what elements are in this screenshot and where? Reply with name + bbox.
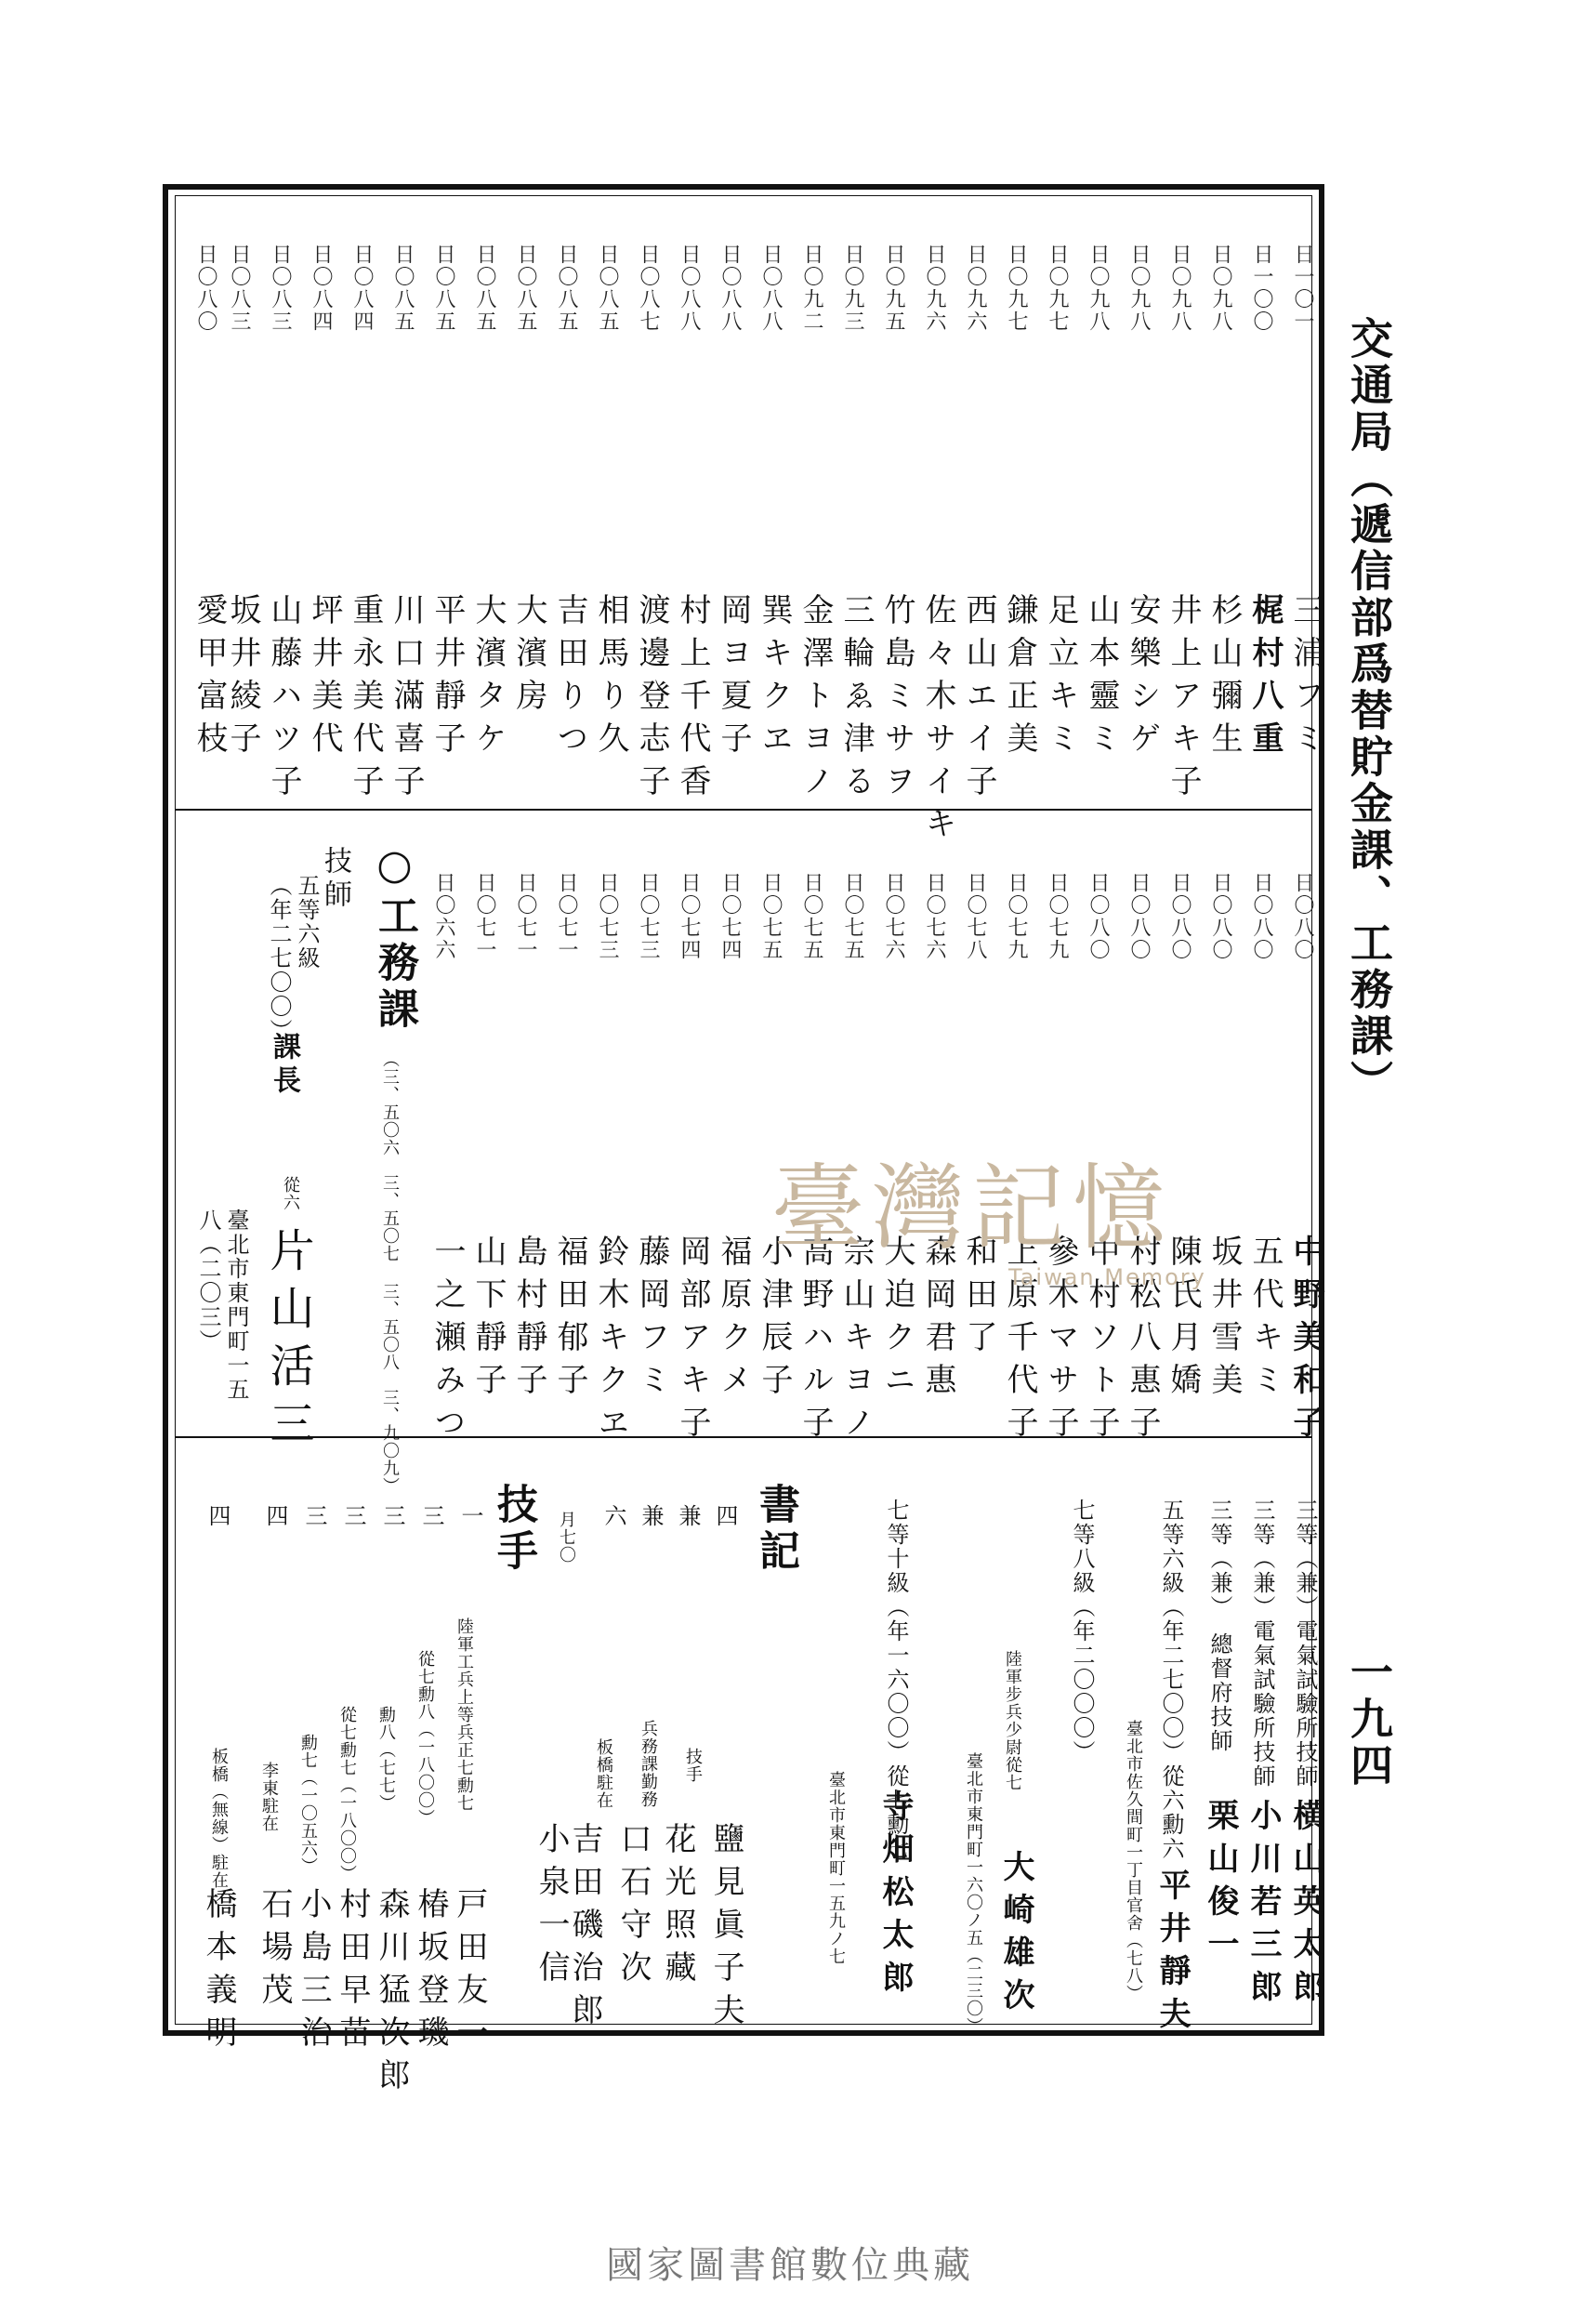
entry-name: 藤岡フミ [633, 1235, 670, 1406]
entry-name: 重永美代子 [347, 593, 384, 807]
entry-code: 日〇七五 [841, 872, 864, 961]
entry-code: 日〇九八 [1127, 244, 1151, 333]
gishu-grade: 三 [418, 1504, 444, 1528]
entry-name: 吉田りつ [551, 593, 588, 764]
entry-code: 日〇七四 [718, 872, 742, 961]
entry-code: 日〇七四 [678, 872, 701, 961]
entry-name: 岡ヨ夏子 [715, 593, 752, 764]
gishu-name: 戸田友一 [451, 1887, 488, 2058]
entry-code: 日〇八〇 [1291, 872, 1314, 961]
entry-code: 日〇八八 [759, 244, 783, 333]
entry-name: 小津辰子 [756, 1235, 793, 1406]
shoki-title: 書記 [752, 1483, 799, 1576]
staff-title: 七等八級（年二〇〇〇） [1069, 1499, 1095, 1764]
entry-code: 日〇七八 [964, 872, 987, 961]
shoki-grade: 兼 [638, 1504, 664, 1528]
entry-name: 一之瀬みつ [428, 1235, 466, 1448]
staff-sub-title: 陸軍步兵少尉從七 [1003, 1650, 1022, 1791]
gishu-name: 橋本義明 [200, 1887, 237, 2058]
shoki-note: 技手 [683, 1748, 703, 1783]
entry-code: 日〇八四 [309, 244, 333, 333]
entry-name: 金澤トヨノ [797, 593, 834, 807]
watermark-sub: Taiwan Memory [1008, 1264, 1206, 1290]
shoki-name: 鹽見眞子夫 [707, 1822, 744, 2036]
entry-code: 日〇七九 [1046, 872, 1069, 961]
entry-name: 中村ソト子 [1083, 1235, 1120, 1448]
shoki-name: 小泉一信 [533, 1822, 570, 1993]
gishu-grade: 一 [457, 1504, 483, 1528]
entry-name: 愛甲富枝 [191, 593, 228, 764]
gishu-note: 勳七（一〇五六） [298, 1734, 318, 1875]
staff-note: 臺北市東門町一五九ノ七 [826, 1771, 846, 1965]
entry-code: 日〇八三 [269, 244, 292, 333]
entry-name: 森岡君惠 [919, 1235, 956, 1406]
staff-name: 小川若三郎 [1244, 1799, 1282, 2013]
entry-code: 日〇八八 [678, 244, 701, 333]
entry-name: 陳氏月嬌 [1165, 1235, 1202, 1406]
staff-title: 三等（兼） 總督府技師 [1206, 1499, 1232, 1753]
section-divider-top [175, 809, 1312, 811]
entry-code: 日〇八〇 [1086, 872, 1110, 961]
staff-name: 栗山俊一 [1202, 1799, 1239, 1970]
entry-code: 日〇八〇 [1168, 872, 1192, 961]
gishu-grade: 三 [301, 1504, 327, 1528]
gishu-title: 技手 [490, 1483, 537, 1576]
entry-name: 大濱房 [510, 593, 547, 721]
chief-role: 課長 [268, 1032, 300, 1099]
gishu-note: 從七勳八（一八〇〇） [415, 1650, 435, 1827]
entry-code: 日〇八五 [473, 244, 496, 333]
entry-name: 中野美和子 [1287, 1235, 1324, 1448]
gishu-note: 李東駐在 [259, 1762, 279, 1832]
entry-code: 日〇八八 [718, 244, 742, 333]
entry-name: 福原クメ [715, 1235, 752, 1406]
entry-code: 日〇七一 [473, 872, 496, 961]
gishu-name: 小島三治 [295, 1887, 332, 2058]
entry-code: 日〇九六 [923, 244, 946, 333]
gishu-note: 從七勳七（一八〇〇） [337, 1706, 357, 1882]
entry-code: 日〇八五 [514, 244, 537, 333]
shoki-grade: 月七〇 [557, 1511, 576, 1564]
entry-name: 坪井美代 [306, 593, 343, 764]
entry-code: 日〇九六 [964, 244, 987, 333]
chief-grade: 五等六級 [294, 874, 320, 971]
shoki-name: 口石守次 [614, 1822, 652, 1993]
entry-name: 川口滿喜子 [388, 593, 425, 807]
entry-name: 上原千代子 [1001, 1235, 1038, 1448]
entry-name: 村松八惠子 [1124, 1235, 1161, 1448]
entry-name: 安樂シゲ [1124, 593, 1161, 764]
section-phone: （三、五〇六 三、五〇七 三、五〇八 三、九〇九） [380, 1050, 400, 1495]
entry-name: 五代キミ [1246, 1235, 1284, 1406]
entry-code: 日一〇〇 [1250, 244, 1273, 333]
entry-code: 日〇八五 [596, 244, 619, 333]
entry-code: 日一〇一 [1291, 244, 1314, 333]
entry-name: 平井靜子 [428, 593, 466, 764]
gishu-name: 森川猛次郎 [373, 1887, 410, 2101]
gishu-grade: 四 [262, 1504, 288, 1528]
entry-code: 日〇九五 [882, 244, 905, 333]
entry-name: 足立キミ [1042, 593, 1079, 764]
entry-name: 相馬り久 [592, 593, 629, 764]
gishu-note: 板橋（無線）駐在 [209, 1748, 229, 1889]
shoki-note: 兵務課勤務 [639, 1720, 658, 1808]
entry-code: 日〇八〇 [1127, 872, 1151, 961]
chief-salary: （年二七〇〇） [266, 874, 292, 1043]
entry-code: 日〇七六 [882, 872, 905, 961]
gishu-grade: 四 [204, 1504, 230, 1528]
entry-code: 日〇八三 [228, 244, 251, 333]
entry-code: 日〇七五 [759, 872, 783, 961]
entry-code: 日〇九三 [841, 244, 864, 333]
entry-name: 三輪ゑ津る [837, 593, 875, 807]
entry-code: 日〇七五 [800, 872, 823, 961]
entry-code: 日〇七六 [923, 872, 946, 961]
entry-code: 日〇七三 [596, 872, 619, 961]
entry-name: 福田郁子 [551, 1235, 588, 1406]
entry-name: 山藤ハツ子 [265, 593, 302, 807]
shoki-note: 板橋駐在 [594, 1738, 613, 1809]
shoki-grade: 四 [712, 1504, 738, 1528]
entry-name: 巽キクヱ [756, 593, 793, 764]
entry-code: 日〇九七 [1005, 244, 1028, 333]
entry-name: 梶村八重 [1246, 593, 1284, 764]
entry-code: 日〇八五 [432, 244, 455, 333]
entry-name: 三浦フミ [1287, 593, 1324, 764]
section-title: ○工務課 [371, 841, 418, 1034]
entry-code: 日〇七三 [637, 872, 660, 961]
entry-code: 日〇九八 [1086, 244, 1110, 333]
entry-name: 西山エイ子 [960, 593, 997, 807]
entry-code: 日〇七一 [555, 872, 578, 961]
entry-code: 日〇六六 [432, 872, 455, 961]
entry-code: 日〇七九 [1005, 872, 1028, 961]
entry-name: 村上千代香 [674, 593, 711, 807]
entry-code: 日〇八〇 [194, 244, 217, 333]
entry-code: 日〇八五 [391, 244, 415, 333]
entry-name: 杉山彌生 [1205, 593, 1243, 764]
footer-caption: 國家圖書館數位典藏 [606, 2244, 974, 2287]
page-number: 一九四 [1344, 1650, 1394, 1789]
gishu-note: 勳八（七七） [376, 1706, 396, 1812]
entry-name: 高野ハル子 [797, 1235, 834, 1448]
entry-name: 坂井雪美 [1205, 1235, 1243, 1406]
chief-address: 臺北市東門町一五 [223, 1208, 249, 1402]
staff-title: 七等十級（年一六〇〇）從七勳七 [883, 1499, 909, 1861]
entry-name: 島村靜子 [510, 1235, 547, 1406]
entry-name: 佐々木サイキ [919, 593, 956, 850]
staff-title: 五等六級（年二七〇〇）從六勳六 [1158, 1499, 1184, 1861]
staff-note: 臺北市東門町一六〇ノ五（二三〇） [964, 1752, 983, 2035]
gishu-grade: 三 [379, 1504, 405, 1528]
entry-name: 和田了 [960, 1235, 997, 1363]
gishu-name: 椿坂登璣 [412, 1887, 449, 2058]
entry-code: 日〇八〇 [1250, 872, 1273, 961]
entry-code: 日〇八〇 [1209, 872, 1232, 961]
shoki-grade: 六 [600, 1504, 626, 1528]
staff-name: 大崎雄次 [997, 1850, 1034, 2021]
entry-name: 岡部アキ子 [674, 1235, 711, 1448]
entry-name: 坂井綾子 [224, 593, 261, 764]
entry-name: 井上アキ子 [1165, 593, 1202, 807]
entry-name: 竹島ミサヲ [878, 593, 915, 807]
entry-name: 宗山キヨノ [837, 1235, 875, 1448]
entry-code: 日〇九八 [1168, 244, 1192, 333]
staff-name: 横山英太郎 [1287, 1799, 1324, 2013]
staff-title: 三等（兼）電氣試驗所技師 [1292, 1499, 1318, 1789]
staff-name: 平井靜夫 [1153, 1868, 1191, 2040]
gishu-name: 村田早苗 [334, 1887, 371, 2058]
watermark: 臺灣記憶 [771, 1154, 1173, 1262]
entry-name: 鎌倉正美 [1001, 593, 1038, 764]
gishu-grade: 三 [340, 1504, 366, 1528]
entry-name: 山下靜子 [469, 1235, 507, 1406]
staff-name: 寺畑松太郎 [876, 1789, 914, 2003]
entry-code: 日〇九七 [1046, 244, 1069, 333]
entry-code: 日〇九二 [800, 244, 823, 333]
entry-code: 日〇九八 [1209, 244, 1232, 333]
chief-address-sub: 八（二〇三） [195, 1208, 221, 1353]
entry-name: 參木マサ子 [1042, 1235, 1079, 1448]
shoki-name: 花光照藏 [659, 1822, 696, 1993]
shoki-grade: 兼 [675, 1504, 701, 1528]
shoki-name: 吉田磯治郎 [566, 1822, 603, 2036]
staff-title: 三等（兼）電氣試驗所技師 [1249, 1499, 1275, 1789]
chief-rank: 從六 [281, 1176, 300, 1211]
entry-name: 渡邊登志子 [633, 593, 670, 807]
entry-name: 大濱タケ [469, 593, 507, 764]
entry-code: 日〇八五 [555, 244, 578, 333]
gishu-name: 石場茂 [256, 1887, 293, 2015]
gishu-note: 陸軍工兵上等兵正七勳七 [454, 1618, 474, 1812]
entry-name: 山本靈ミ [1083, 593, 1120, 764]
page-header-title: 交通局（遞信部爲替貯金課、工務課） [1344, 316, 1394, 1106]
entry-name: 鈴木キクヱ [592, 1235, 629, 1448]
entry-code: 日〇八四 [350, 244, 374, 333]
chief-name: 片山活三 [262, 1227, 314, 1458]
entry-name: 大迫クニ [878, 1235, 915, 1406]
staff-note: 臺北市佐久間町一丁目官舍（七八） [1124, 1720, 1143, 2002]
entry-code: 日〇七一 [514, 872, 537, 961]
entry-code: 日〇八七 [637, 244, 660, 333]
chief-title: 技師 [319, 846, 351, 913]
